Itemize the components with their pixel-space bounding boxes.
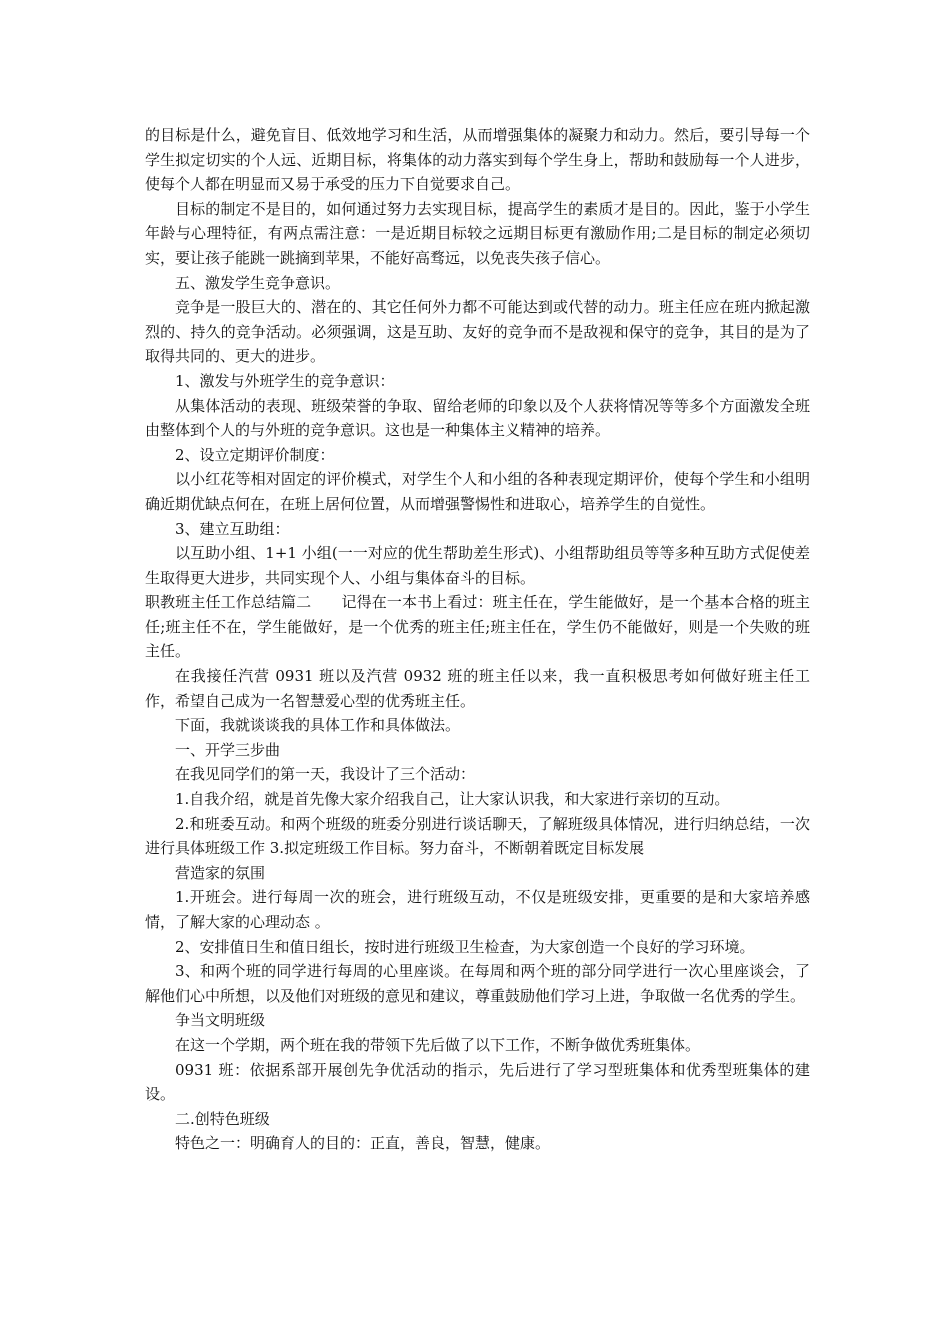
paragraph-semester: 在这一个学期，两个班在我的带领下先后做了以下工作，不断争做优秀班集体。 — [175, 1035, 701, 1054]
paragraph-mutual-help: 以互助小组、1+1 小组(一一对应的优生帮助差生形式)、小组帮助组员等等多种互助方式促使差生取得更大进步，共同实现个人、小组与集体奋斗的目标。 — [145, 544, 810, 587]
heading-home-atmosphere: 营造家的氛围 — [175, 863, 266, 882]
heading-special-class: 二.创特色班级 — [175, 1109, 270, 1128]
heading-competition: 五、激发学生竞争意识。 — [175, 273, 341, 292]
list-item-talks: 3、和两个班的同学进行每周的心里座谈。在每周和两个班的部分同学进行一次心里座谈会，了解他们心中所想，以及他们对班级的意见和建议，尊重鼓励他们学习上进，争取做一名优秀的学生。 — [145, 962, 810, 1005]
paragraph-other-class: 从集体活动的表现、班级荣誉的争取、留给老师的印象以及个人获将情况等等多个方面激发全班由整体到个人的与外班的竞争意识。这也是一种集体主义精神的培养。 — [145, 396, 810, 440]
paragraph-goal-setting: 目标的制定不是目的，如何通过努力去实现目标，提高学生的素质才是目的。因此，鉴于小学生年龄与心理特征，有两点需注意：一是近期目标较之远期目标更有激励作用;二是目标的制定必须切实，要让孩子能跳一跳摘到苹果，不能好高骛远，以免丧失孩子信心。 — [145, 199, 810, 267]
paragraph-next: 下面，我就谈谈我的具体工作和具体做法。 — [175, 716, 461, 735]
paragraph-competition: 竞争是一股巨大的、潜在的、其它任何外力都不可能达到或代替的动力。班主任应在班内掀起激烈的、持久的竞争活动。必须强调，这是互助、友好的竞争而不是敌视和保守的竞争，其目的是为了取得共同的、更大的进步。 — [145, 298, 810, 366]
paragraph-article-two-intro: 职教班主任工作总结篇二 记得在一本书上看过：班主任在，学生能做好，是一个基本合格的班主任;班主任不在，学生能做好，是一个优秀的班主任;班主任在，学生仍不能做好，则是一个失败的班主任。 — [145, 593, 810, 661]
list-item-class-committee: 2.和班委互动。和两个班级的班委分别进行谈话聊天，了解班级具体情况，进行归纳总结，一次进行具体班级工作 3.拟定班级工作目标。努力奋斗，不断朝着既定目标发展 — [145, 814, 810, 858]
paragraph-first-day: 在我见同学们的第一天，我设计了三个活动： — [175, 765, 476, 784]
paragraph-class-0931: 0931 班：依据系部开展创先争优活动的指示，先后进行了学习型班集体和优秀型班集体的建设。 — [145, 1060, 810, 1104]
paragraph-feature-one: 特色之一：明确育人的目的：正直，善良，智慧，健康。 — [175, 1134, 551, 1153]
heading-three-steps: 一、开学三步曲 — [175, 740, 281, 759]
list-item-self-intro: 1.自我介绍，就是首先像大家介绍我自己，让大家认识我，和大家进行亲切的互动。 — [175, 790, 730, 809]
paragraph-goal-continuation: 的目标是什么，避免盲目、低效地学习和生活，从而增强集体的凝聚力和动力。然后，要引导每一个学生拟定切实的个人远、近期目标，将集体的动力落实到每个学生身上，帮助和鼓励每一个人进步，使每个人都在明显而又易于承受的压力下自觉要求自己。 — [145, 126, 810, 194]
subheading-other-class: 1、激发与外班学生的竞争意识： — [175, 371, 395, 390]
subheading-evaluation: 2、设立定期评价制度： — [175, 445, 335, 464]
list-item-class-meeting: 1.开班会。进行每周一次的班会，进行班级互动，不仅是班级安排，更重要的是和大家培养感情，了解大家的心理动态 。 — [145, 888, 810, 931]
subheading-mutual-help: 3、建立互助组： — [175, 519, 290, 538]
list-item-duty: 2、安排值日生和值日组长，按时进行班级卫生检查，为大家创造一个良好的学习环境。 — [175, 937, 755, 956]
paragraph-evaluation: 以小红花等相对固定的评价模式，对学生个人和小组的各种表现定期评价，使每个学生和小组明确近期优缺点何在，在班上居何位置，从而增强警惕性和进取心，培养学生的自觉性。 — [145, 470, 810, 513]
document-page — [145, 123, 810, 1156]
paragraph-taking-over: 在我接任汽营 0931 班以及汽营 0932 班的班主任以来，我一直积极思考如何做好班主任工作，希望自己成为一名智慧爱心型的优秀班主任。 — [145, 667, 810, 710]
heading-civilized-class: 争当文明班级 — [175, 1011, 266, 1030]
